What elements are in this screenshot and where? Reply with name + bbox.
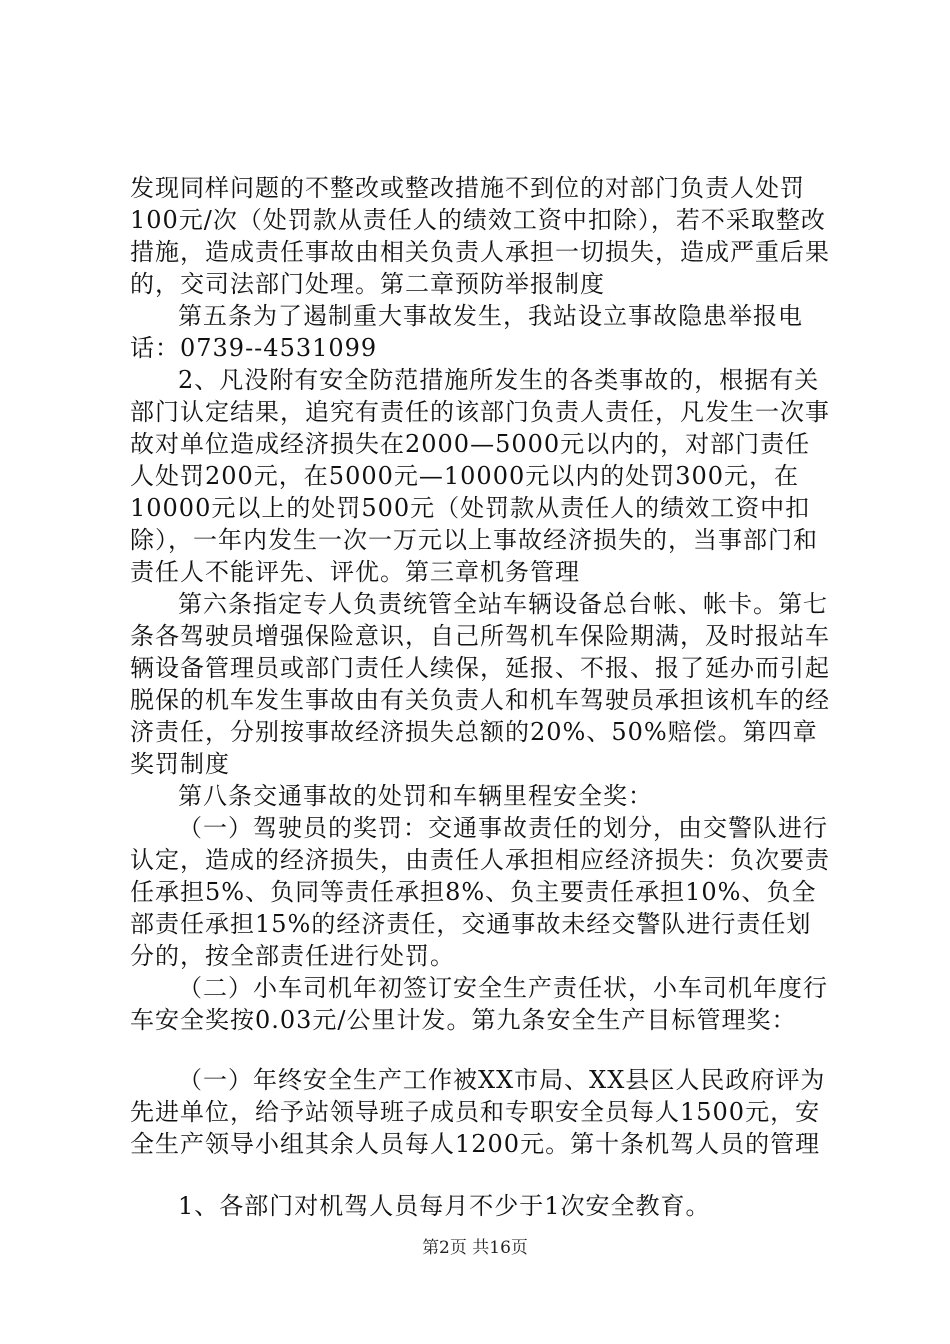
paragraph-safety-education: 1、各部门对机驾人员每月不少于1次安全教育。: [178, 1192, 711, 1220]
paragraph-article-6-7: 第六条指定专人负责统管全站车辆设备总台帐、帐卡。第七条各驾驶员增强保险意识，自己所驾机车保险期满，及时报站车辆设备管理员或部门责任人续保，延报、不报、报了延办而引起脱保的机车发生事故由有关负责人和机车驾驶员承担该机车的经济责任，分别按事故经济损失总额的20%、50%赔偿。第四章奖罚制度: [130, 590, 830, 778]
paragraph-penalty-100: 发现同样问题的不整改或整改措施不到位的对部门负责人处罚100元/次（处罚款从责任人的绩效工资中扣除），若不采取整改措施，造成责任事故由相关负责人承担一切损失，造成严重后果的，交司法部门处理。第二章预防举报制度: [130, 174, 830, 298]
paragraph-article-5: 第五条为了遏制重大事故发生，我站设立事故隐患举报电话：0739--4531099: [130, 302, 803, 362]
paragraph-item-2: 2、凡没附有安全防范措施所发生的各类事故的，根据有关部门认定结果，追究有责任的该部门负责人责任，凡发生一次事故对单位造成经济损失在2000—5000元以内的，对部门责任人处罚200元，在5000元—10000元以内的处罚300元，在10000元以上的处罚500元（处罚款从责任人的绩效工资中扣除），一年内发生一次一万元以上事故经济损失的，当事部门和责任人不能评先、评优。第三章机务管理: [130, 366, 830, 586]
paragraph-article-8: 第八条交通事故的处罚和车辆里程安全奖：: [178, 782, 653, 810]
page-number-footer: 第2页 共16页: [422, 1238, 528, 1258]
paragraph-driver-rewards: （一）驾驶员的奖罚：交通事故责任的划分，由交警队进行认定，造成的经济损失，由责任人承担相应经济损失：负次要责任承担5%、负同等责任承担8%、负主要责任承担10%、负全部责任承担15%的经济责任，交通事故未经交警队进行责任划分的，按全部责任进行处罚。: [130, 814, 830, 970]
paragraph-car-driver-bonus: （二）小车司机年初签订安全生产责任状，小车司机年度行车安全奖按0.03元/公里计发。第九条安全生产目标管理奖：: [130, 974, 828, 1034]
document-body: [130, 172, 830, 1222]
paragraph-annual-award: （一）年终安全生产工作被XX市局、XX县区人民政府评为先进单位，给予站领导班子成员和专职安全员每人1500元，安全生产领导小组其余人员每人1200元。第十条机驾人员的管理: [130, 1066, 826, 1158]
